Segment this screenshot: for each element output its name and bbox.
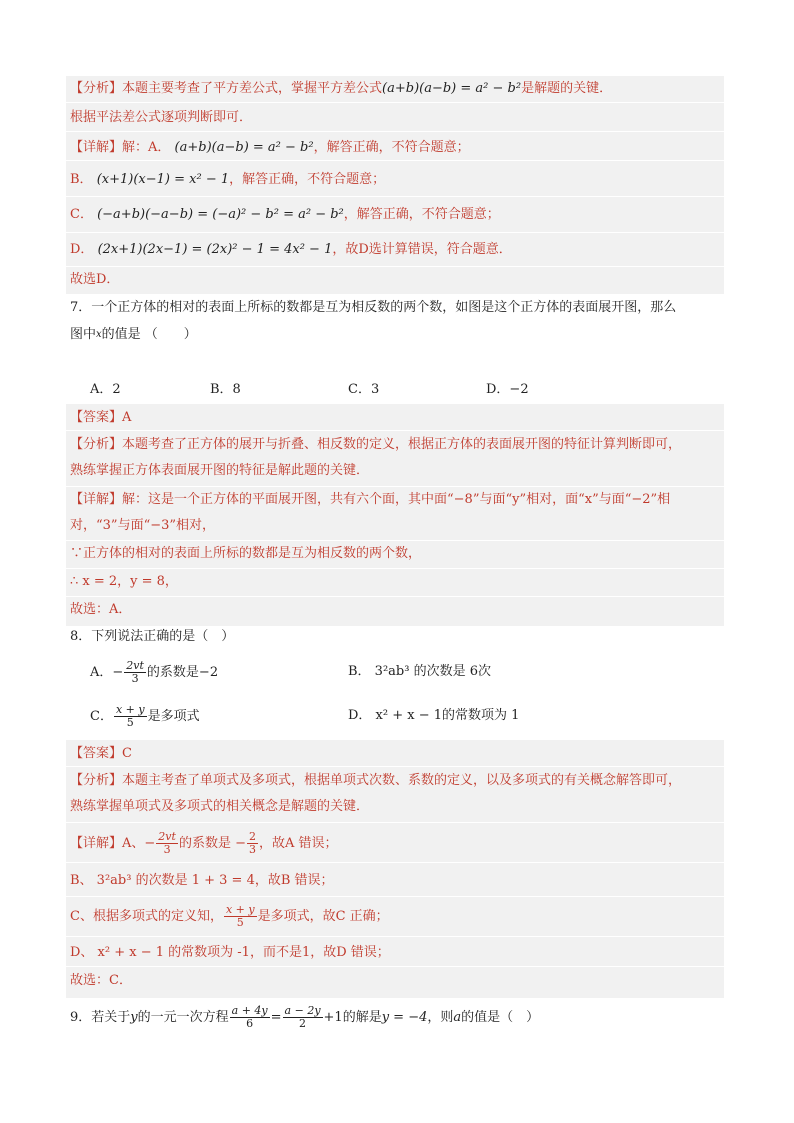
variable-x: x: [96, 329, 102, 340]
denominator: 6: [246, 1017, 254, 1030]
detail-text: ，解答正确，不符合题意；: [343, 207, 500, 222]
answer-value: C: [122, 746, 132, 761]
q8-option-a: [90, 660, 218, 685]
divider: [66, 936, 724, 937]
divider: [66, 430, 724, 431]
divider: [66, 131, 724, 132]
detail-text: C、根据多项式的定义知，: [70, 909, 223, 924]
numerator: 2vt: [126, 659, 144, 672]
q8-detail-a: [70, 830, 338, 858]
analysis-text: 本题主考查了单项式及多项式，根据单项式次数、系数的定义，以及多项式的有关概念解答即可，: [122, 773, 682, 788]
variable-a: a: [453, 1010, 462, 1025]
q6-detail-d: [70, 240, 512, 260]
answer-tag: 【答案】: [70, 746, 123, 761]
q7-option-b: B．8: [210, 382, 241, 397]
stem-text: 的一元一次方程: [137, 1010, 229, 1025]
divider: [66, 966, 724, 967]
fraction: [124, 660, 146, 685]
stem-text: 图中: [70, 327, 97, 342]
numerator: x + y: [225, 903, 255, 916]
q7-option-c: C．3: [348, 382, 380, 397]
option-text: 的系数是−2: [146, 665, 219, 680]
analysis-text: 是解题的关键．: [521, 81, 613, 96]
answer-tag: 【答案】: [70, 410, 123, 425]
detail-text: A、−: [122, 836, 156, 851]
stem-text: ，则: [427, 1010, 454, 1025]
q6-detail-c: [70, 205, 500, 225]
q6-detail-a: [70, 138, 470, 158]
analysis-tag: 【分析】: [70, 437, 123, 452]
q8-detail-d: D、 x² + x − 1 的常数项为 -1，而不是1，故D 错误；: [70, 945, 390, 960]
denominator: 5: [126, 716, 134, 729]
divider: [66, 160, 724, 161]
q7-analysis: [70, 435, 681, 455]
divider: [66, 766, 724, 767]
numerator: 2vt: [158, 830, 176, 843]
divider: [66, 540, 724, 541]
q7-stem-line2: [70, 325, 197, 345]
formula: (x+1)(x−1) = x² − 1: [96, 172, 230, 187]
q8-choice: 故选：C．: [70, 973, 132, 988]
numerator: a + 4y: [231, 1004, 268, 1017]
q7-stem-line1: 7．一个正方体的相对的表面上所标的数都是互为相反数的两个数，如图是这个正方体的表面展开图，那么: [70, 300, 677, 315]
formula: (a+b)(a−b) = a² − b²: [174, 140, 314, 155]
stem-text: 9．若关于: [70, 1010, 131, 1025]
q6-detail-b: [70, 170, 385, 190]
detail-tag: 【详解】: [70, 140, 123, 155]
option-label: A．−: [90, 665, 124, 680]
divider: [66, 822, 724, 823]
q9-stem: [70, 1004, 539, 1032]
q7-option-d: D．−2: [486, 382, 529, 397]
fraction: [247, 831, 258, 856]
detail-text: ，故D选计算错误，符合题意．: [332, 242, 512, 257]
q8-option-c: [90, 704, 200, 729]
q7-choice: 故选：A．: [70, 602, 132, 617]
fraction: [230, 1005, 270, 1030]
answer-value: A: [122, 410, 132, 425]
divider: [66, 486, 724, 487]
equals-sign: =: [270, 1010, 282, 1025]
divider: [66, 266, 724, 267]
stem-text: 的值是（ ）: [461, 1010, 540, 1025]
fraction: [156, 831, 178, 856]
detail-tag: 【详解】: [70, 492, 123, 507]
divider: [66, 232, 724, 233]
denominator: 3: [163, 843, 171, 856]
q8-analysis: [70, 771, 681, 791]
detail-text: ，解答正确，不符合题意；: [313, 140, 470, 155]
stem-text: 的值是 （ ）: [101, 327, 197, 342]
detail-text: 解：这是一个正方体的平面展开图，共有六个面，其中面“−8”与面“y”相对，面“x”与面“−2”相: [122, 492, 671, 507]
q8-analysis-line2: 熟练掌握单项式及多项式的相关概念是解题的关键．: [70, 799, 370, 814]
stem-text: +1的解是: [323, 1010, 382, 1025]
q7-detail-line4: ∴ x = 2，y = 8，: [70, 574, 178, 589]
option-label: C．: [70, 207, 93, 222]
denominator: 2: [299, 1017, 307, 1030]
fraction: [283, 1005, 323, 1030]
q8-stem: 8．下列说法正确的是（ ）: [70, 629, 235, 644]
divider: [66, 896, 724, 897]
q7-answer: [70, 408, 131, 428]
divider: [66, 568, 724, 569]
q7-analysis-line2: 熟练掌握正方体表面展开图的特征是解此题的关键．: [70, 463, 370, 478]
q8-option-b: B． 3²ab³ 的次数是 6次: [348, 664, 491, 679]
detail-text: ，故A 错误；: [258, 836, 338, 851]
q6-analysis: [70, 79, 612, 99]
option-label: B．: [70, 172, 93, 187]
numerator: 2: [248, 830, 256, 843]
option-text: 是多项式: [147, 709, 200, 724]
detail-intro: 解：A．: [122, 140, 171, 155]
q8-detail-b: B、 3²ab³ 的次数是 1 + 3 = 4，故B 错误；: [70, 873, 334, 888]
q7-detail-line2: 对，“3”与面“−3”相对，: [70, 518, 216, 533]
q7-detail-line3: ∵正方体的相对的表面上所标的数都是互为相反数的两个数，: [70, 546, 422, 561]
numerator: a − 2y: [284, 1004, 321, 1017]
fraction: [224, 904, 257, 929]
solution: y = −4: [381, 1010, 428, 1025]
detail-tag: 【详解】: [70, 836, 123, 851]
q8-option-d: D． x² + x − 1的常数项为 1: [348, 708, 520, 723]
q6-analysis-line2: 根据平法差公式逐项判断即可．: [70, 110, 253, 125]
formula: (a+b)(a−b) = a² − b²: [382, 81, 522, 96]
analysis-text: 本题考查了正方体的展开与折叠、相反数的定义，根据正方体的表面展开图的特征计算判断即可，: [122, 437, 682, 452]
option-label: D．: [70, 242, 94, 257]
q7-detail: [70, 490, 670, 510]
formula: (−a+b)(−a−b) = (−a)² − b² = a² − b²: [97, 207, 344, 222]
denominator: 3: [131, 672, 139, 685]
detail-text: ，解答正确，不符合题意；: [229, 172, 386, 187]
divider: [66, 596, 724, 597]
q8-answer: [70, 744, 132, 764]
detail-text: 的系数是 −: [178, 836, 246, 851]
divider: [66, 102, 724, 103]
formula: (2x+1)(2x−1) = (2x)² − 1 = 4x² − 1: [97, 242, 333, 257]
numerator: x + y: [115, 703, 145, 716]
divider: [66, 196, 724, 197]
detail-text: 是多项式，故C 正确；: [257, 909, 389, 924]
q6-choice: 故选D．: [70, 272, 120, 287]
analysis-text: 本题主要考查了平方差公式，掌握平方差公式: [122, 81, 383, 96]
analysis-tag: 【分析】: [70, 81, 123, 96]
fraction: [114, 704, 147, 729]
option-label: C．: [90, 709, 113, 724]
variable-y: y: [130, 1010, 138, 1025]
q8-detail-c: [70, 903, 389, 931]
denominator: 5: [236, 916, 244, 929]
analysis-tag: 【分析】: [70, 773, 123, 788]
q7-option-a: A．2: [90, 382, 121, 397]
divider: [66, 862, 724, 863]
denominator: 3: [248, 843, 256, 856]
